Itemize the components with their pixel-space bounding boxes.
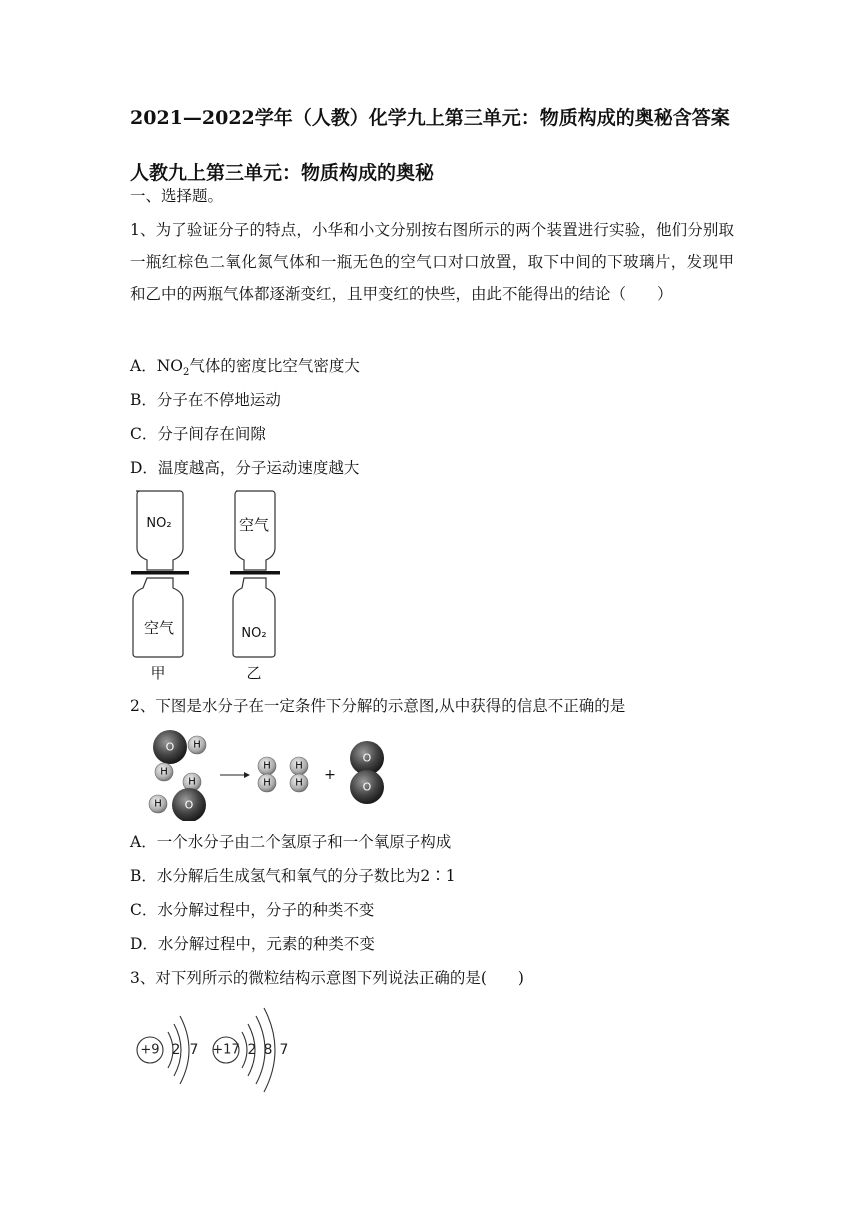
svg-text:H: H	[263, 760, 271, 772]
svg-text:H: H	[188, 776, 196, 788]
q2-stem: 2、下图是水分子在一定条件下分解的示意图,从中获得的信息不正确的是	[130, 697, 626, 715]
svg-text:8: 8	[263, 1042, 273, 1058]
q2-option-c: C．水分解过程中，分子的种类不变	[130, 901, 375, 919]
yi-glass-plate	[230, 571, 280, 575]
section-heading: 一、选择题。	[130, 187, 224, 205]
atom2-shell-electrons: 2	[247, 1042, 257, 1058]
yi-bottom-bottle	[233, 578, 275, 657]
q1-option-a: A．$NO_2$气体的密度比空气密度大	[130, 357, 360, 379]
svg-text:O: O	[165, 740, 175, 754]
document-subtitle: 人教九上第三单元：物质构成的奥秘	[130, 162, 435, 184]
svg-text:H: H	[154, 798, 162, 810]
q1-bottles-figure	[128, 487, 298, 685]
svg-text:7: 7	[189, 1042, 199, 1058]
q1-stem: 1、为了验证分子的特点，小华和小文分别按右图所示的两个装置进行实验，他们分别取一瓶红棕色二氧化氮气体和一瓶无色的空气口对口放置，取下中间的下玻璃片，发现甲和乙中的两瓶气体都逐渐变红，且甲变红的快些，由此不能得出的结论（ ）	[130, 221, 734, 303]
jia-glass-plate	[131, 571, 189, 575]
yi-caption: 乙	[246, 664, 262, 682]
svg-text:O: O	[362, 751, 372, 765]
svg-text:H: H	[193, 739, 201, 751]
document-title: 2021—2022学年（人教）化学九上第三单元：物质构成的奥秘含答案	[130, 107, 730, 129]
jia-bottom-bottle	[133, 578, 183, 657]
q2-option-b: B．水分解后生成氢气和氧气的分子数比为2∶1	[130, 867, 456, 885]
atom2-nucleus-charge: +17	[212, 1042, 240, 1058]
q3-stem: 3、对下列所示的微粒结构示意图下列说法正确的是( )	[130, 969, 524, 987]
svg-text:O: O	[362, 780, 372, 794]
q1-option-c: C．分子间存在间隙	[130, 425, 266, 443]
svg-text:H: H	[295, 760, 303, 772]
svg-text:H: H	[263, 777, 271, 789]
atom1-nucleus-charge: +9	[140, 1042, 160, 1058]
svg-text:H: H	[295, 777, 303, 789]
plus-sign: +	[324, 767, 336, 783]
jia-bottom-label: 空气	[143, 619, 175, 637]
q2-option-d: D．水分解过程中，元素的种类不变	[130, 935, 375, 953]
atom2-shell-1	[242, 1032, 247, 1068]
q1-option-b: B．分子在不停地运动	[130, 391, 281, 409]
svg-text:O: O	[184, 798, 194, 812]
jia-caption: 甲	[150, 664, 166, 682]
svg-text:H: H	[160, 766, 168, 778]
yi-top-label: 空气	[238, 516, 270, 534]
jia-top-label: NO₂	[146, 516, 172, 531]
q3-atomic-structure-figure	[128, 1002, 300, 1098]
q2-water-decomposition-figure	[140, 729, 400, 821]
yi-bottom-label: NO₂	[241, 626, 267, 641]
q2-option-a: A．一个水分子由二个氢原子和一个氧原子构成	[130, 833, 452, 851]
svg-text:7: 7	[279, 1042, 289, 1058]
q1-option-d: D．温度越高，分子运动速度越大	[130, 459, 360, 477]
atom1-shell-electrons: 2	[171, 1042, 181, 1058]
